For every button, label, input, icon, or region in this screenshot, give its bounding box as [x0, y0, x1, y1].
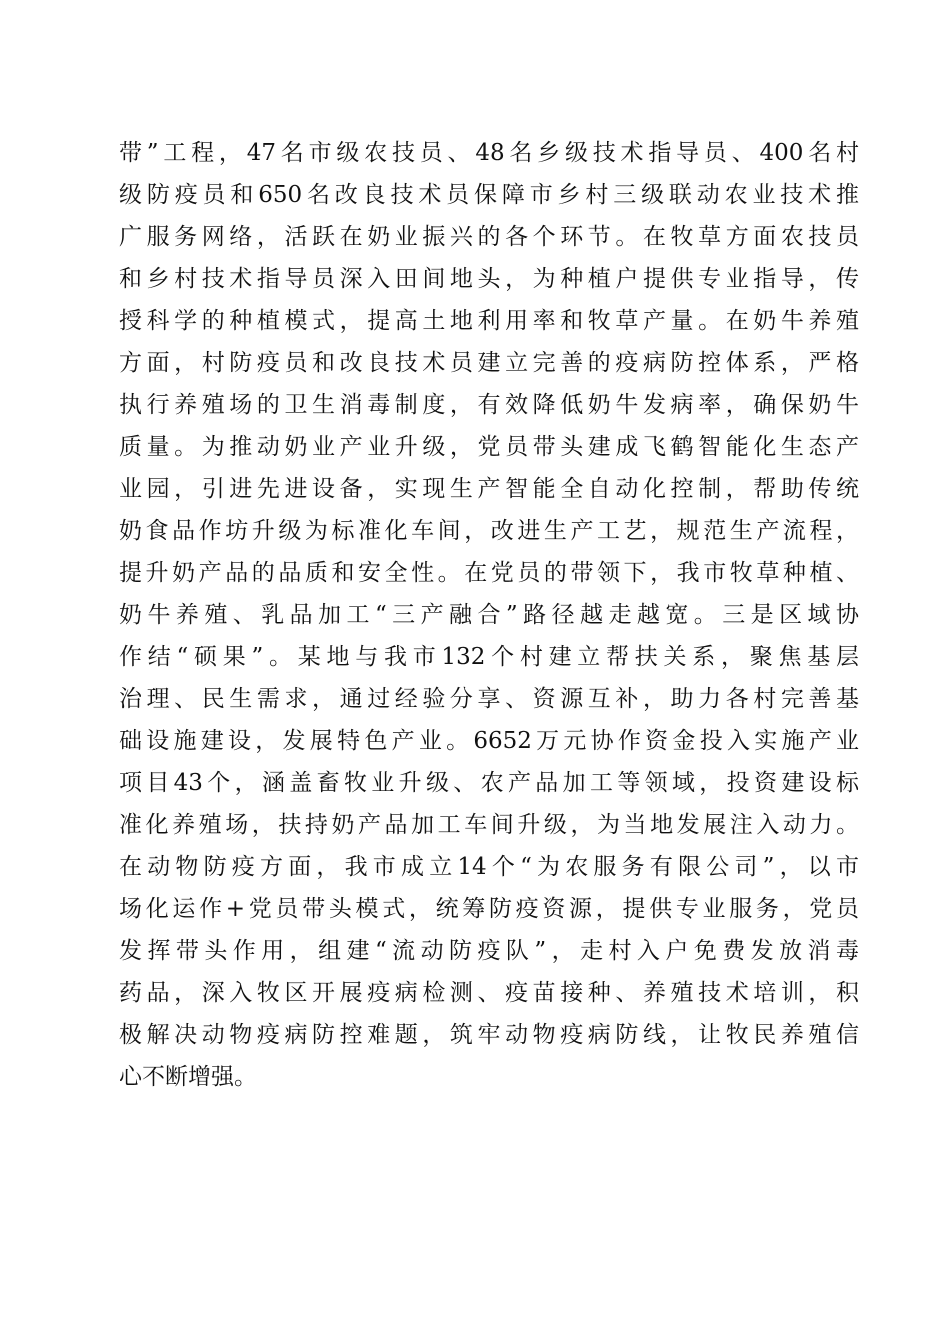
text-line-11: 提升奶产品的品质和安全性。在党员的带领下，我市牧草种植、	[119, 560, 859, 586]
text-line-22: 极解决动物疫病防控难题，筑牢动物疫病防线，让牧民养殖信	[119, 1022, 859, 1048]
text-line-3: 广服务网络，活跃在奶业振兴的各个环节。在牧草方面农技员	[119, 224, 859, 250]
text-line-15: 础设施建设，发展特色产业。6652万元协作资金投入实施产业	[119, 728, 859, 754]
text-line-14: 治理、民生需求，通过经验分享、资源互补，助力各村完善基	[119, 686, 859, 712]
text-line-8: 质量。为推动奶业产业升级，党员带头建成飞鹤智能化生态产	[119, 434, 859, 460]
text-line-4: 和乡村技术指导员深入田间地头，为种植户提供专业指导，传	[119, 266, 859, 292]
text-line-13: 作结“硕果”。某地与我市132个村建立帮扶关系，聚焦基层	[119, 644, 859, 670]
text-line-16: 项目43个，涵盖畜牧业升级、农产品加工等领域，投资建设标	[119, 770, 859, 796]
text-line-10: 奶食品作坊升级为标准化车间，改进生产工艺，规范生产流程，	[119, 518, 859, 544]
text-line-12: 奶牛养殖、乳品加工“三产融合”路径越走越宽。三是区域协	[119, 602, 859, 628]
text-line-7: 执行养殖场的卫生消毒制度，有效降低奶牛发病率，确保奶牛	[119, 392, 859, 418]
body-paragraph	[119, 132, 859, 1098]
text-line-6: 方面，村防疫员和改良技术员建立完善的疫病防控体系，严格	[119, 350, 859, 376]
text-line-5: 授科学的种植模式，提高土地利用率和牧草产量。在奶牛养殖	[119, 308, 859, 334]
text-line-20: 发挥带头作用，组建“流动防疫队”，走村入户免费发放消毒	[119, 938, 859, 964]
text-line-9: 业园，引进先进设备，实现生产智能全自动化控制，帮助传统	[119, 476, 859, 502]
text-line-17: 准化养殖场，扶持奶产品加工车间升级，为当地发展注入动力。	[119, 812, 859, 838]
text-line-19: 场化运作+党员带头模式，统筹防疫资源，提供专业服务，党员	[119, 896, 859, 922]
text-line-21: 药品，深入牧区开展疫病检测、疫苗接种、养殖技术培训，积	[119, 980, 859, 1006]
text-line-1: 带”工程，47名市级农技员、48名乡级技术指导员、400名村	[119, 140, 859, 166]
text-line-23: 心不断增强。	[119, 1064, 257, 1090]
text-line-2: 级防疫员和650名改良技术员保障市乡村三级联动农业技术推	[119, 182, 859, 208]
text-line-18: 在动物防疫方面，我市成立14个“为农服务有限公司”，以市	[119, 854, 859, 880]
